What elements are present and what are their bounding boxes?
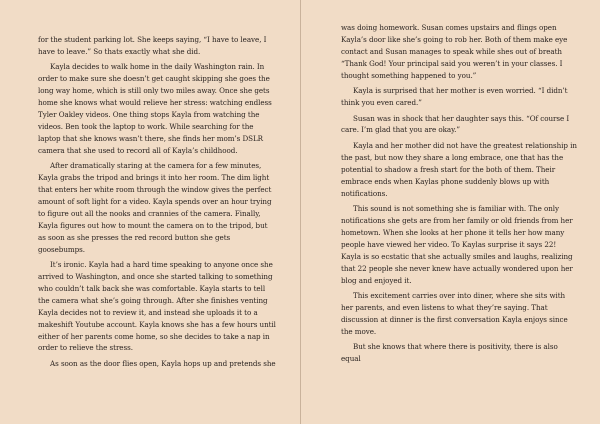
left-paragraph-3: After dramatically staring at the camera for a few minutes, Kayla grabs the tripod and brings it into her room. The dim light that enters her white room through the window gives the perfect amount of soft light for a video. Kayla spends over an hour trying to figure out all the nooks and crannies of the camera. Finally, Kayla figures out how to mount the camera on to the tripod, but as soon as she presses the red record button she gets goosebumps. xyxy=(38,161,272,254)
left-paragraph-5: As soon as the door flies open, Kayla hops up and pretends she xyxy=(50,358,276,368)
right-paragraph-6: This excitement carries over into diner, where she sits with her parents, and even listens to what they’re saying. That discussion at dinner is the first conversation Kayla enjoys since the move. xyxy=(341,291,568,336)
left-paragraph-2: Kayla decides to walk home in the daily Washington rain. In order to make sure she doesn’t get caught skipping she goes the long way home, which is still only two miles away. Once she gets home she knows what would relieve her stress: watching endless Tyler Oakley videos. One thing stops Kayla from watching the videos. Ben took the laptop to work. While searching for the laptop that she knows wasn’t there, she finds her mom’s DSLR camera that she used to record all of Kayla’s childhood. xyxy=(38,62,272,155)
left-paragraph-4: It’s ironic. Kayla had a hard time speaking to anyone once she arrived to Washington, and once she started talking to something who couldn’t talk back she was comfortable. Kayla starts to tell the camera what she’s going through. After she finishes venting Kayla decides not to review it, and instead she uploads it to a makeshift Youtube account. Kayla knows she has a few hours until either of her parents come home, so she decides to take a nap in order to relieve the stress. xyxy=(38,260,276,353)
right-paragraph-5: This sound is not something she is familiar with. The only notifications she gets are from her family or old friends from her hometown. When she looks at her phone it tells her how many people have viewed her video. To Kaylas surprise it says 22! Kayla is so ecstatic that she actually smiles and laughs, realizing that 22 people she never knew have actually wondered upon her blog and enjoyed it. xyxy=(341,204,573,285)
right-paragraph-1: was doing homework. Susan comes upstairs and flings open Kayla’s door like she’s going to rob her. Both of them make eye contact and Susan manages to speak while shes out of breath “Thank God! Your principal said you weren’t in your classes. I thought something happened to you.” xyxy=(341,23,568,80)
right-paragraph-4: Kayla and her mother did not have the greatest relationship in the past, but now they share a long embrace, one that has the potential to shadow a fresh start for the both of them. Their embrace ends when Kaylas phone suddenly blows up with notifications. xyxy=(341,140,577,198)
right-paragraph-3: Susan was in shock that her daughter says this. “Of course I care. I’m glad that you are okay.” xyxy=(341,113,570,135)
right-paragraph-7: But she knows that where there is positivity, there is also equal xyxy=(341,342,558,364)
right-paragraph-2: Kayla is surprised that her mother is even worried. “I didn’t think you even cared.” xyxy=(341,86,568,108)
left-paragraph-1: for the student parking lot. She keeps saying, “I have to leave, I have to leave.” So thats exactly what she did. xyxy=(38,35,267,56)
right-page xyxy=(301,0,600,424)
